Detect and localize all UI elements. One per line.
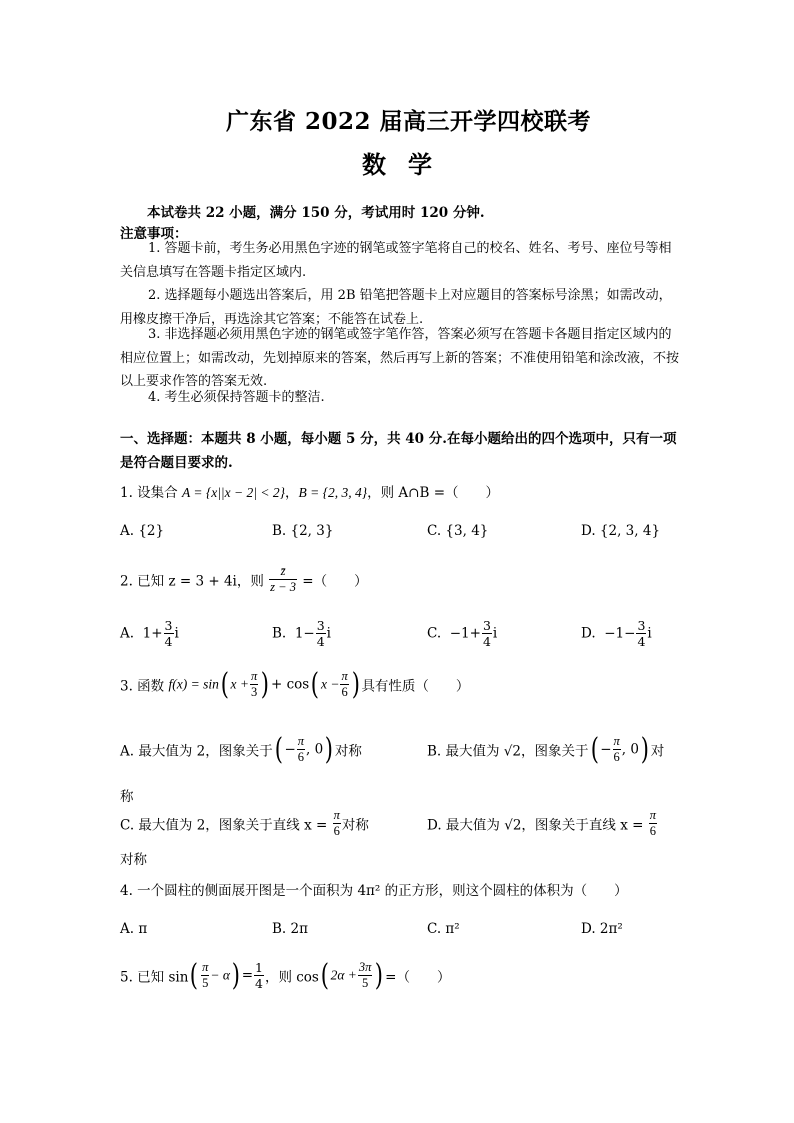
q3-b-rparen: ) <box>640 731 649 767</box>
q2-a-prefix: 1+ <box>142 625 163 642</box>
q5-lparen-2: ( <box>320 957 329 993</box>
q1-option-a[interactable]: A. {2} <box>120 523 165 539</box>
q3-c-num: π <box>333 808 340 822</box>
q3-a-text: A. 最大值为 2，图象关于 <box>120 743 273 760</box>
q2-c-prefix: −1+ <box>449 625 481 642</box>
q1-option-d[interactable]: D. {2, 3, 4} <box>581 523 661 539</box>
q1-ask: ，则 A∩B =（ ） <box>367 485 500 501</box>
q3-d-num: π <box>649 808 656 822</box>
q3-frac2-den: 6 <box>341 685 348 699</box>
q2-option-d[interactable] <box>581 618 652 649</box>
exam-title: 广东省 2022 届高三开学四校联考 <box>226 108 592 135</box>
q2-a-den: 4 <box>164 634 173 649</box>
q3-plus-cos: + cos <box>271 676 310 693</box>
q3-b-frac <box>613 734 621 765</box>
q5-label: 5. 已知 sin <box>120 969 189 986</box>
q3-frac2-num: π <box>341 669 348 683</box>
q2-label: 2. 已知 z = 3 + 4i，则 <box>120 573 264 590</box>
notice-4: 4. 考生必须保持答题卡的整洁. <box>148 390 325 405</box>
q5-mid: ，则 cos <box>264 969 319 986</box>
notice-3: 3. 非选择题必须用黑色字迹的钢笔或签字笔作答，答案必须写在答题卡各题目指定区域内的相应位置上；如需改动，先划掉原来的答案，然后再写上新的答案；不准使用铅笔和涂改液，不按以上要求作答的答案无效. <box>120 327 680 389</box>
q2-c-i: i <box>492 625 498 642</box>
q5-frac1-num: π <box>202 960 209 974</box>
q3-a-frac <box>297 734 305 765</box>
question-2-stem <box>120 564 368 595</box>
q2-a-label: A. <box>120 625 135 642</box>
q2-a-frac <box>164 618 174 649</box>
q3-frac1-num: π <box>251 669 258 683</box>
q2-d-den: 4 <box>637 634 646 649</box>
question-1-stem <box>120 481 499 501</box>
q4-option-b[interactable]: B. 2π <box>272 921 308 937</box>
q3-frac-2 <box>340 669 348 700</box>
q5-rparen-2: ) <box>375 957 384 993</box>
q1-comma: ， <box>284 485 299 501</box>
notice-2: 2. 选择题每小题选出答案后，用 2B 铅笔把答题卡上对应题目的答案标号涂黑；如需改动，用橡皮擦干净后，再选涂其它答案；不能答在试卷上. <box>120 288 672 327</box>
q3-arg2: x − <box>320 676 340 692</box>
q3-b-text: B. 最大值为 √2，图象关于 <box>427 743 589 760</box>
q5-ask: =（ ） <box>385 969 451 986</box>
q5-frac2-den: 4 <box>255 976 263 991</box>
q2-b-prefix: 1− <box>294 625 315 642</box>
q5-lparen-1: ( <box>190 957 199 993</box>
q3-b-lparen: ( <box>590 731 599 767</box>
q3-frac-1 <box>250 669 258 700</box>
q3-a-end: 对称 <box>334 743 362 760</box>
q3-f: f(x) = sin <box>168 676 219 692</box>
q3-a-lparen: ( <box>274 731 283 767</box>
q1-set-a: A = {x||x − 2| < 2} <box>181 485 285 500</box>
q3-d-den: 6 <box>649 824 656 838</box>
q3-option-b-wrap: 称 <box>120 789 134 805</box>
q3-c-frac <box>333 808 341 839</box>
q1-option-c[interactable]: C. {3, 4} <box>427 523 489 539</box>
q2-d-frac <box>636 618 646 649</box>
q1-option-b[interactable]: B. {2, 3} <box>272 523 334 539</box>
q3-c-text: C. 最大值为 2，图象关于直线 x = <box>120 817 328 834</box>
q3-label: 3. 函数 <box>120 678 165 695</box>
q5-frac1-den: 5 <box>202 976 209 990</box>
q2-option-a[interactable] <box>120 618 179 649</box>
q3-a-num: π <box>297 734 305 748</box>
q5-frac-2 <box>254 960 264 991</box>
q2-b-frac <box>316 618 326 649</box>
notice-heading: 注意事项： <box>120 226 188 242</box>
q3-lparen-1: ( <box>220 666 229 702</box>
q2-a-i: i <box>174 625 179 642</box>
notice-1: 1. 答题卡前，考生务必用黑色字迹的钢笔或签字笔将自己的校名、姓名、考号、座位号等相关信息填写在答题卡指定区域内. <box>120 241 672 280</box>
q3-d-text: D. 最大值为 √2，图象关于直线 x = <box>427 817 644 834</box>
q3-option-a[interactable] <box>120 731 362 767</box>
q2-option-c[interactable] <box>427 618 497 649</box>
q3-c-den: 6 <box>333 824 340 838</box>
q2-d-label: D. <box>581 625 596 642</box>
question-4-stem: 4. 一个圆柱的侧面展开图是一个面积为 4π² 的正方形，则这个圆柱的体积为（ ） <box>120 883 628 899</box>
q5-eq: = <box>241 967 253 984</box>
q5-arg2: 2α + <box>330 967 357 983</box>
q2-option-b[interactable] <box>272 618 331 649</box>
q3-a-den: 6 <box>297 750 304 764</box>
q3-b-end: 对 <box>650 743 665 760</box>
q5-frac-1 <box>201 960 209 991</box>
q2-c-frac <box>482 618 492 649</box>
q2-c-den: 4 <box>482 634 491 649</box>
subject-title: 数学 <box>362 150 454 179</box>
q2-frac-den: z − 3 <box>270 580 296 594</box>
q3-arg1: x + <box>230 676 250 692</box>
q3-c-end: 对称 <box>341 817 369 834</box>
q3-a-zero: , 0 <box>306 741 324 758</box>
q1-label: 1. 设集合 <box>120 485 178 501</box>
q2-ask: =（ ） <box>302 573 368 590</box>
q3-rparen-1: ) <box>261 666 270 702</box>
q3-b-den: 6 <box>613 750 620 764</box>
q5-frac3-den: 5 <box>362 976 369 990</box>
q2-d-prefix: −1− <box>604 625 636 642</box>
q2-b-num: 3 <box>316 618 325 633</box>
q4-option-a[interactable]: A. π <box>120 921 148 937</box>
q3-lparen-2: ( <box>311 666 320 702</box>
q2-b-den: 4 <box>316 634 325 649</box>
exam-intro: 本试卷共 22 小题，满分 150 分，考试用时 120 分钟. <box>147 205 485 221</box>
q3-option-d[interactable] <box>427 808 658 839</box>
q4-option-d[interactable]: D. 2π² <box>581 921 623 937</box>
q4-option-c[interactable]: C. π² <box>427 921 460 937</box>
q2-fraction <box>269 564 297 595</box>
q5-frac3-num: 3π <box>358 960 372 974</box>
q3-b-zero: , 0 <box>621 741 639 758</box>
q5-frac-3 <box>358 960 373 991</box>
q2-c-num: 3 <box>482 618 491 633</box>
q3-d-frac <box>649 808 657 839</box>
q2-d-num: 3 <box>637 618 646 633</box>
q3-b-neg: − <box>600 741 612 758</box>
question-5-stem <box>120 957 451 993</box>
q3-option-d-wrap: 对称 <box>120 852 147 868</box>
q2-c-label: C. <box>427 625 442 642</box>
q2-d-i: i <box>647 625 652 642</box>
q2-b-label: B. <box>272 625 287 642</box>
q3-a-neg: − <box>284 741 296 758</box>
q3-a-rparen: ) <box>324 731 334 767</box>
q3-ask: 具有性质（ ） <box>361 678 470 695</box>
q3-frac1-den: 3 <box>251 685 258 699</box>
q2-a-num: 3 <box>164 618 173 633</box>
q2-frac-num: z̄ <box>269 564 297 580</box>
q2-b-i: i <box>326 625 331 642</box>
q3-b-num: π <box>613 734 620 748</box>
section-1-heading: 一、选择题：本题共 8 小题，每小题 5 分，共 40 分.在每小题给出的四个选项中，只有一项是符合题目要求的. <box>120 431 677 471</box>
q5-alpha: − α <box>210 967 230 983</box>
q5-rparen-1: ) <box>231 957 240 993</box>
q5-frac2-num: 1 <box>255 960 263 975</box>
q3-option-c[interactable] <box>120 808 369 839</box>
q1-set-b: B = {2, 3, 4} <box>298 485 368 500</box>
question-3-stem <box>120 666 470 702</box>
q3-option-b[interactable] <box>427 731 665 767</box>
q3-rparen-2: ) <box>351 666 360 702</box>
